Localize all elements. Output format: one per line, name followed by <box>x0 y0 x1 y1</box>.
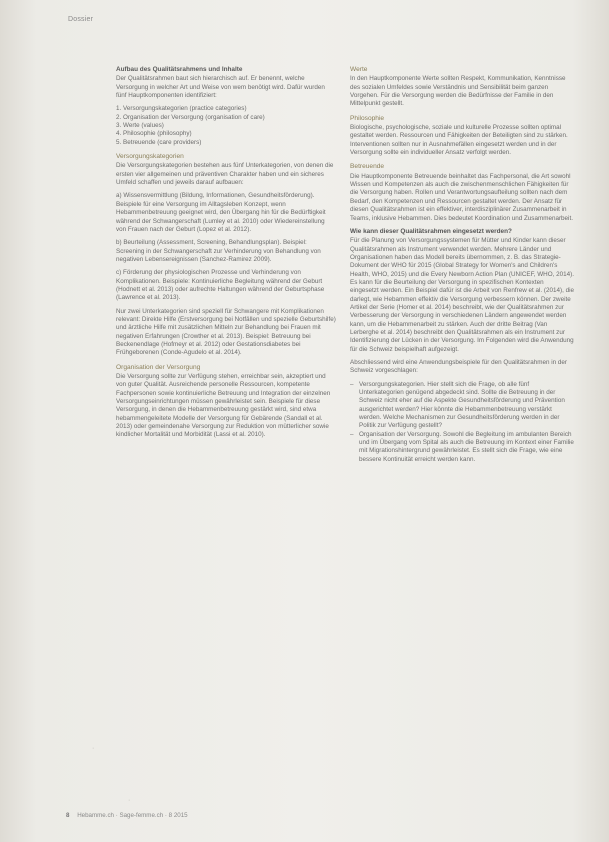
category-item-c: c) Förderung der physiologischen Prozesse und Verhinderung von Komplikationen. Beispiele: Kontinuierliche Begleitung während der Geburt (Hodnett et al. 2013) oder aufrechte Haltungen während der Geburtsphase (Lawrence et al. 2013). <box>116 269 325 302</box>
question-heading: Wie kann dieser Qualitätsrahmen eingesetzt werden? <box>350 227 512 235</box>
page-number: 8 <box>66 812 70 819</box>
category-item-b: b) Beurteilung (Assessment, Screening, Behandlungsplan). Beispiel: Screening in der Schwangerschaft zur Verhinderung von Behandlung von negativen Lebensereignissen (Sanchez-Ramirez 2009). <box>116 239 321 263</box>
journal-name: Hebamme.ch · Sage-femme.ch · 8 2015 <box>77 812 188 819</box>
example-intro: Abschliessend wird eine Anwendungsbeispiele für den Qualitätsrahmen in der Schweiz vorgeschlagen: <box>350 359 568 375</box>
component-item: 5. Betreuende (care providers) <box>116 138 202 146</box>
scan-mark: · <box>128 797 131 804</box>
component-item: 1. Versorgungskategorien (practice categories) <box>116 105 247 113</box>
subheading-organisation: Organisation der Versorgung <box>116 363 201 371</box>
component-item: 2. Organisation der Versorgung (organisation of care) <box>116 113 265 121</box>
betreuende-paragraph: Die Hauptkomponente Betreuende beinhaltet das Fachpersonal, die Art sowohl Wissen und Kompetenzen als auch die zwischenmenschlichen Fähigkeiten für die Versorgung haben. Rollen und Verantwortungsaufteilung sollten nach dem Bedarf, den Kompetenzen und Ressourcen gestaltet werden. Der Ansatz für diesen Qualitätsrahmen ist ein effektiver, interdisziplinärer Zusammenarbeit in Teams, inklusive Hebammen. Dies bedeutet Koordination und Zusammenarbeit. <box>350 172 573 222</box>
philosophie-paragraph: Biologische, psychologische, soziale und kulturelle Prozesse sollten optimal gestaltet werden. Ressourcen und Fähigkeiten der Beteiligten sind zu stärken. Interventionen sollten nur in Ausnahmefällen eingesetzt werden und in der Versorgung sollte ein individueller Ansatz verfolgt werden. <box>350 124 568 157</box>
page-footer <box>66 812 188 819</box>
category-item-a: a) Wissensvermittlung (Bildung, Informationen, Gesundheitsförderung). Beispiele für eine Versorgung im Alltagsleben Konzept, wenn Hebammenbetreuung geeignet wird, den Übergang hin für die Bedürftigkeit während der Schwangerschaft (Lumley et al. 2010) oder Wiedereinstellung von Frauen nach der Geburt (Lopez et al. 2012). <box>116 192 326 233</box>
intro-paragraph: Der Qualitätsrahmen baut sich hierarchisch auf. Er benennt, welche Versorgung in welcher Art und Weise von wem benötigt wird. Dafür wurden fünf Hauptkomponenten identifiziert: <box>116 75 325 100</box>
bullet-item: – Organisation der Versorgung. Sowohl die Begleitung im ambulanten Bereich und im Übergang vom Spital als auch die Betreuung im Kontext einer Familie mit Migrationshintergrund gewährleistet. Es stellt sich die Frage, wie eine bessere Kontinuität erreicht werden kann. <box>350 431 574 464</box>
section-heading: Aufbau des Qualitätsrahmens und Inhalte <box>116 66 243 73</box>
subheading-betreuende: Betreuende <box>350 163 385 171</box>
component-item: 3. Werte (values) <box>116 122 164 130</box>
subheading-categories: Versorgungskategorien <box>116 153 184 161</box>
organisation-paragraph: Die Versorgung sollte zur Verfügung stehen, erreichbar sein, akzeptiert und von guter Qualität. Ausreichende personelle Ressourcen, kompetente Fachpersonen sowie kontinuierliche Betreuung und Integration der einzelnen Versorgungseinrichtungen müssen gewährleistet sein. Beispiele für diese Versorgung, in denen die Hebammenbetreuung gestärkt wird, sind etwa hebammengeleitete Modelle der Versorgung für Gebärende (Sandall et al. 2013) oder gemeindenahe Versorgung zur Reduktion von mütterlicher sowie kindlicher Mortalität und Morbidität (Lassi et al. 2010). <box>116 373 331 439</box>
section-label: Dossier <box>68 16 94 23</box>
components-list <box>116 105 336 147</box>
werte-paragraph: In den Hauptkomponente Werte sollten Respekt, Kommunikation, Kenntnisse des sozialen Umfeldes sowie Verständnis und Sensibilität beim ganzen Vorgehen. Für die Versorgung werden die Bedürfnisse der Familie in den Mittelpunkt gestellt. <box>350 75 566 108</box>
bullet-item: – Versorgungskategorien. Hier stellt sich die Frage, ob alle fünf Unterkategorien genügend abgedeckt sind. Sollte die Betreuung in der Schweiz nicht eher auf die Aspekte Gesundheitsförderung und Prävention ausgerichtet werden? Hier könnte die Hebammenbetreuung verstärkt werden. Welche Mechanismen zur Gesundheitsförderung werden in der Politik zur Verfügung gestellt? <box>350 381 574 431</box>
right-column <box>350 66 574 469</box>
example-bullets <box>350 381 574 464</box>
categories-paragraph: Die Versorgungskategorien bestehen aus fünf Unterkategorien, von denen die ersten vier allgemeinen und präventiven Charakter haben und ein sicheres Umfeld schaffen und jeweils darauf aufbauen: <box>116 162 334 187</box>
question-paragraph: Für die Planung von Versorgungssystemen für Mütter und Kinder kann dieser Qualitätsrahmen als Instrument verwendet werden. Mehrere Länder und Organisationen haben das Modell bereits übernommen, z. B. das Strategie-Dokument der WHO für 2015 (Global Strategy for Women's and Children's Health, WHO, 2015) und die Every Newborn Action Plan (UNICEF, WHO, 2014). Es kann für die Beurteilung der Versorgung in spezifischen Kontexten eingesetzt werden. Ein Beispiel dafür ist die Arbeit von Renfrew et al. (2014), die darlegt, wie Hebammen effektiv die Versorgung verbessern können. Der zweite Artikel der Serie (Homer et al. 2014) beschreibt, wie der Qualitätsrahmen zur Verbesserung der Versorgung in verschiedenen Ländern angewendet werden kann, um die Hebammenarbeit zu stärken. Auch der dritte Beitrag (Van Lerberghe et al. 2014) beschreibt den Qualitätsrahmen als ein Instrument zur Identifizierung der Lücken in der Versorgung. Im Folgenden wird die Anwendung für die Schweiz beispielhaft aufgezeigt. <box>350 237 575 353</box>
subheading-philosophie: Philosophie <box>350 114 385 122</box>
left-column <box>116 66 336 445</box>
subheading-werte: Werte <box>350 66 368 73</box>
component-item: 4. Philosophie (philosophy) <box>116 130 192 138</box>
scan-mark: · <box>92 745 95 752</box>
categories-after-paragraph: Nur zwei Unterkategorien sind speziell für Schwangere mit Komplikationen relevant: Direkte Hilfe (Erstversorgung bei Notfällen und spezielle Geburtshilfe) und ärztliche Hilfe mit zusätzlichen Mitteln zur Behandlung bei Frauen mit negativen Erfahrungen (Crowther et al. 2013). Beispiel: Betreuung bei Beckenendlage (Hofmeyr et al. 2012) oder Gestationsdiabetes bei Frühgeborenen (Conde-Agudelo et al. 2014). <box>116 307 336 357</box>
